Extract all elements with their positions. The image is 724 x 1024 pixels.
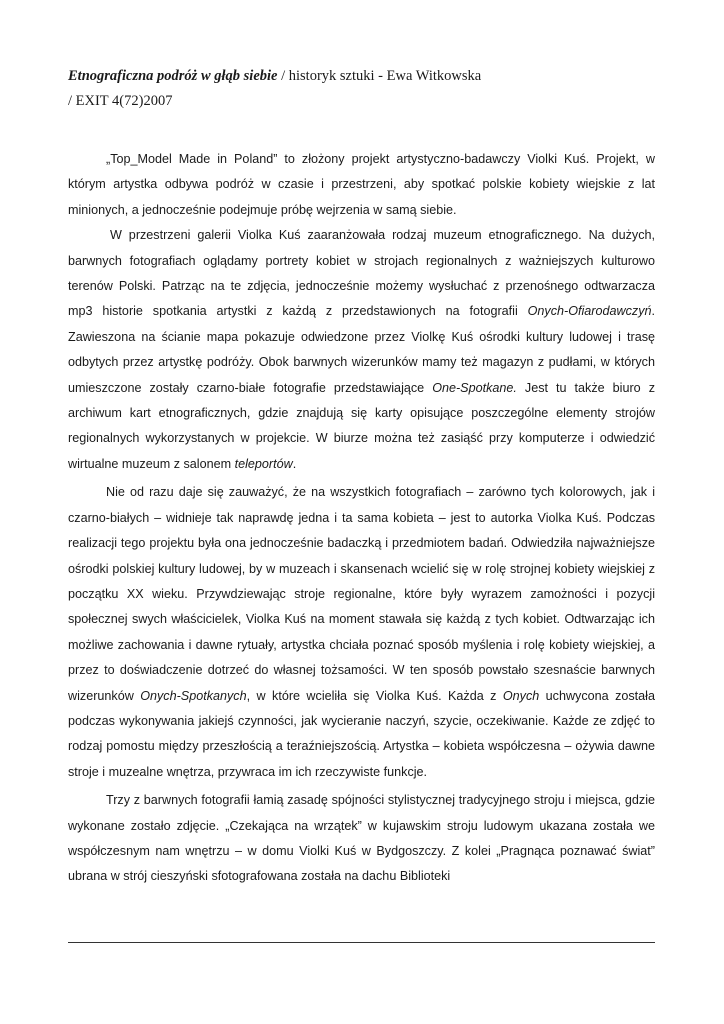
paragraph-2-text-b: . Zawieszona na ścianie mapa pokazuje odwiedzone przez Violkę Kuś ośrodki kultury ludowej i trasę odbytych przez artystkę podróży. Obok barwnych wizerunków mamy też magazyn z pudłami, w których umieszczone zostały czarno-białe fotografie przedstawiające (68, 304, 655, 395)
paragraph-1: „Top_Model Made in Poland” to złożony projekt artystyczno-badawczy Violki Kuś. Projekt, w którym artystka odbywa podróż w czasie i przestrzeni, aby spotkać polskie kobiety wiejskie z lat minionych, a jednocześnie podejmuje próbę wejrzenia w samą siebie. (68, 152, 655, 217)
paragraph-3-text-c: uchwycona została podczas wykonywania jakiejś czynności, jak wycieranie naczyń, szycie, oczekiwanie. Każde ze zdjęć to rodzaj pomostu między przeszłością a teraźniejszością. Artystka – kobieta współczesna – ożywia dawne stroje i muzealne wnętrza, przywraca im ich rzeczywiste funkcje. (68, 688, 655, 779)
paragraph-4: Trzy z barwnych fotografii łamią zasadę spójności stylistycznej tradycyjnego stroju i miejsca, gdzie wykonane zostało zdjęcie. „Czekająca na wrzątek” w kujawskim stroju ludowym ukazana została we współczesnym nam wnętrzu – w domu Violki Kuś w Bydgoszczy. Z kolei „Pragnąca poznawać świat” ubrana w strój cieszyński sfotografowana została na dachu Biblioteki (68, 793, 655, 884)
article-author: / historyk sztuki - Ewa Witkowska (277, 68, 482, 84)
paragraph-3-emphasis-1: Onych-Spotkanych (140, 688, 247, 703)
article-source: / EXIT 4(72)2007 (68, 93, 173, 109)
article-title: Etnograficzna podróż w głąb siebie (68, 68, 278, 84)
paragraph-2-emphasis-2: One-Spotkane. (432, 380, 517, 395)
paragraph-2-emphasis-3: teleportów (234, 456, 293, 471)
paragraph-3 (68, 480, 655, 785)
paragraph-2 (68, 223, 655, 477)
paragraph-2-text-c: Jest tu także biuro z archiwum kart etnograficznych, gdzie znajdują się karty opisujące poszczególne elementy strojów regionalnych wykorzystanych w projekcie. W biurze można też zasiąść przy komputerze i odwiedzić wirtualne muzeum z salonem (68, 380, 655, 471)
footnote-divider (68, 942, 655, 943)
paragraph-3-text-b: , w które wcieliła się Violka Kuś. Każda z (246, 688, 503, 703)
paragraph-3-emphasis-2: Onych (502, 688, 540, 703)
document-page (68, 64, 655, 890)
paragraph-2-text-d: . (292, 456, 297, 471)
paragraph-3-text-a: Nie od razu daje się zauważyć, że na wszystkich fotografiach – zarówno tych kolorowych, jak i czarno-białych – widnieje tak naprawdę jedna i ta sama kobieta – jest to autorka Violka Kuś. Podczas realizacji tego projektu była ona jednocześnie badaczką i przedmiotem badań. Odwiedziła najważniejsze ośrodki polskiej kultury ludowej, by w muzeach i skansenach wcielić się w rolę strojnej kobiety wiejskiej z początku XX wieku. Przywdziewając stroje regionalne, które były wyrazem zamożności i pozycji społecznej swych właścicielek, Violka Kuś na moment stawała się każdą z tych kobiet. Odtwarzając ich możliwe zachowania i dawne rytuały, artystka chciała poznać sposób myślenia i rolę kobiety wiejskiej, a przez to doświadczenie dotrzeć do własnej tożsamości. W ten sposób powstało szesnaście barwnych wizerunków (68, 485, 655, 703)
article-header (68, 64, 655, 114)
paragraph-2-text-a: W przestrzeni galerii Violka Kuś zaaranżowała rodzaj muzeum etnograficznego. Na dużych, barwnych fotografiach oglądamy portrety kobiet w strojach regionalnych z ważniejszych kulturowo terenów Polski. Patrząc na te zdjęcia, jednocześnie możemy wysłuchać z przenośnego odtwarzacza mp3 historie spotkania artystki z każdą z przedstawionych na fotografii (68, 228, 655, 319)
paragraph-2-emphasis-1: Onych-Ofiarodawczyń (527, 304, 652, 319)
